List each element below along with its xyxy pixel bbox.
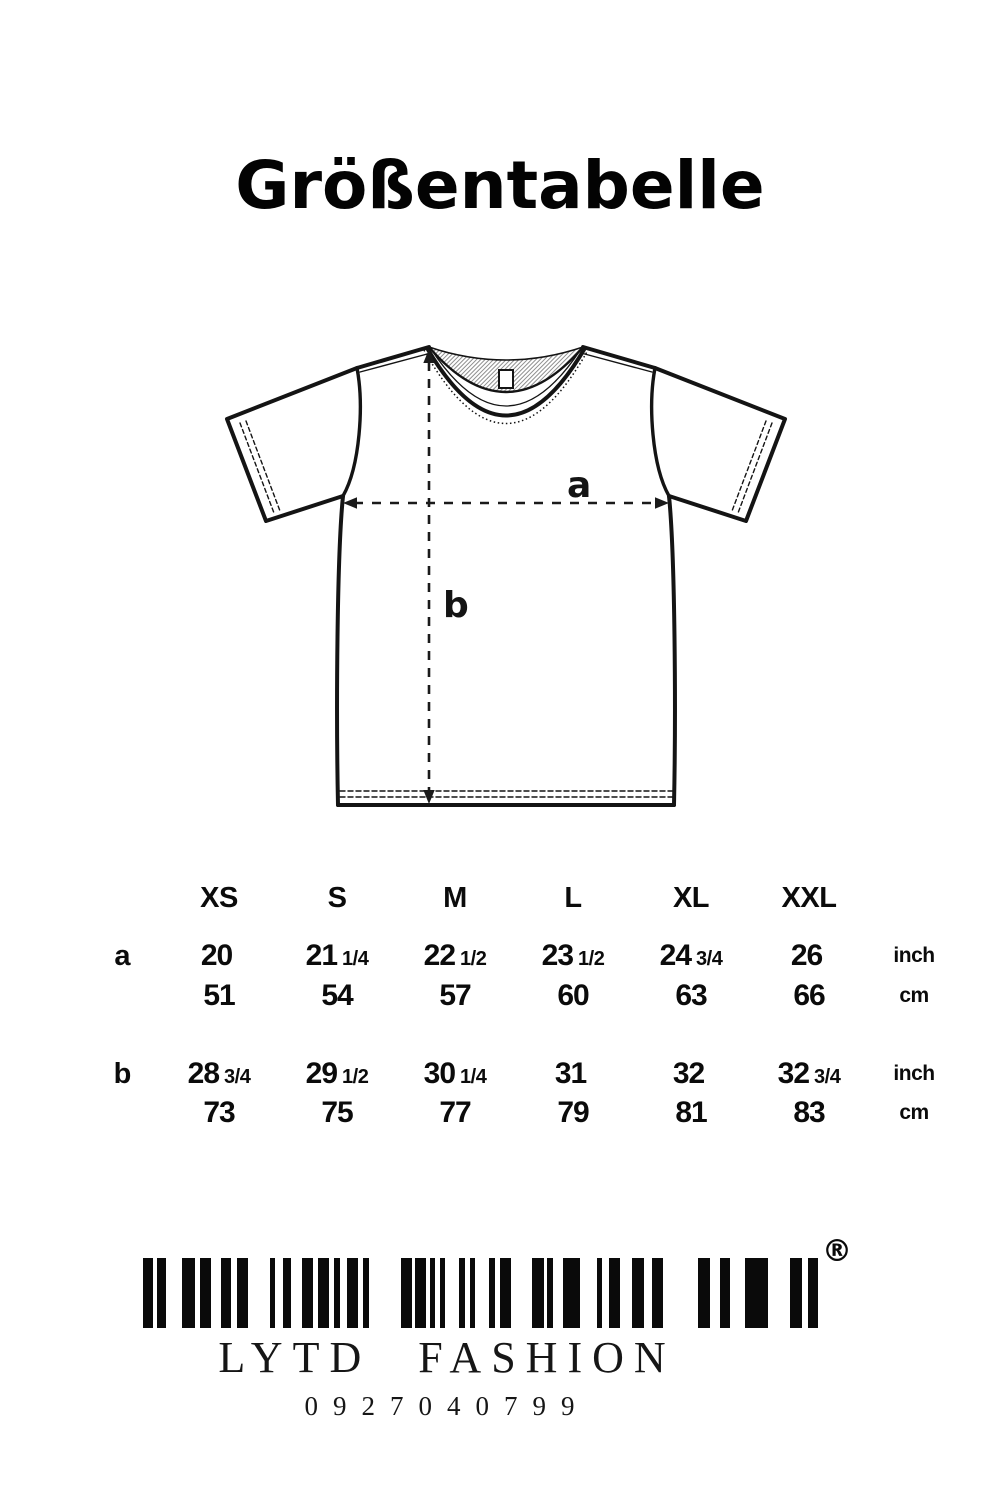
value-a-cm-l: 60 [557,979,589,1012]
row-a-inch [85,936,965,976]
value-b-cm-xxl: 83 [793,1096,825,1129]
unit-cm: cm [899,1101,929,1124]
size-header-m: M [443,881,467,914]
value-a-inch-m: 22 1/2 [423,939,487,972]
measure-b-line [423,349,434,804]
value-b-inch-l: 31 [554,1057,587,1090]
row-b-cm [85,1093,965,1133]
value-b-cm-s: 75 [321,1096,353,1129]
value-b-cm-xs: 73 [203,1096,235,1129]
barcode-bar [302,1258,313,1328]
registered-trademark-icon: ® [822,1234,852,1269]
value-b-cm-l: 79 [557,1096,589,1129]
arrow-left-icon [343,497,357,508]
value-a-inch-xl: 24 3/4 [659,939,723,972]
value-a-cm-xxl: 66 [793,979,825,1012]
tshirt-diagram [200,320,800,820]
barcode-bar [401,1258,412,1328]
value-a-inch-l: 23 1/2 [541,939,605,972]
page-title: Größentabelle [235,147,765,224]
size-header-xl: XL [672,881,710,914]
unit-inch: inch [893,944,935,967]
barcode-bar [698,1258,710,1328]
value-a-cm-s: 54 [321,979,353,1012]
barcode [143,1258,818,1328]
value-a-inch-xs: 20 [200,939,233,972]
row-b-inch [85,1054,965,1094]
value-a-inch-s: 21 1/4 [305,939,369,972]
barcode-bar [632,1258,644,1328]
size-header-l: L [564,881,582,914]
neck-label-tag [499,370,513,388]
barcode-bar [547,1258,553,1328]
barcode-bar [318,1258,329,1328]
size-header-row [85,878,965,918]
size-header-xs: XS [200,881,238,914]
value-b-inch-xxl: 32 3/4 [777,1057,841,1090]
unit-inch: inch [893,1062,935,1085]
barcode-bar [270,1258,275,1328]
size-header-s: S [327,881,347,914]
barcode-bar [363,1258,369,1328]
barcode-bar [720,1258,730,1328]
row-label-a: a [114,939,131,972]
barcode-bar [283,1258,291,1328]
row-a-cm [85,976,965,1016]
value-b-inch-s: 29 1/2 [305,1057,369,1090]
barcode-bar [470,1258,475,1328]
barcode-bar [459,1258,465,1328]
measure-b-label: b [443,585,469,626]
barcode-bar [157,1258,166,1328]
barcode-bar [440,1258,445,1328]
barcode-bar [143,1258,153,1328]
brand-number: 0927040799 [304,1391,590,1421]
barcode-bar [609,1258,620,1328]
barcode-bar [500,1258,511,1328]
collar [424,347,588,424]
value-b-inch-xl: 32 [672,1057,705,1090]
unit-cm: cm [899,984,929,1007]
barcode-bar [334,1258,340,1328]
barcode-bar [237,1258,248,1328]
barcode-bar [347,1258,358,1328]
tshirt-drawing [200,320,800,820]
barcode-bar [563,1258,580,1328]
value-a-inch-xxl: 26 [790,939,823,972]
size-header-xxl: XXL [781,881,837,914]
value-a-cm-xl: 63 [675,979,707,1012]
brand-name: LYTD FASHION [218,1333,676,1382]
barcode-bar [489,1258,495,1328]
value-b-inch-xs: 28 3/4 [187,1057,251,1090]
barcode-bar [652,1258,663,1328]
value-b-cm-m: 77 [439,1096,471,1129]
barcode-bar [415,1258,426,1328]
row-label-b: b [113,1057,132,1090]
barcode-bar [808,1258,818,1328]
barcode-bar [200,1258,211,1328]
arrow-right-icon [655,497,669,508]
measure-a-label: a [567,465,592,506]
value-b-cm-xl: 81 [675,1096,707,1129]
barcode-bar [790,1258,802,1328]
value-a-cm-m: 57 [439,979,471,1012]
value-a-cm-xs: 51 [203,979,235,1012]
barcode-bar [745,1258,768,1328]
measure-a-line [343,497,669,508]
barcode-bar [430,1258,435,1328]
barcode-bar [182,1258,195,1328]
barcode-bar [221,1258,231,1328]
barcode-bar [597,1258,602,1328]
value-b-inch-m: 30 1/4 [423,1057,487,1090]
barcode-bar [532,1258,544,1328]
